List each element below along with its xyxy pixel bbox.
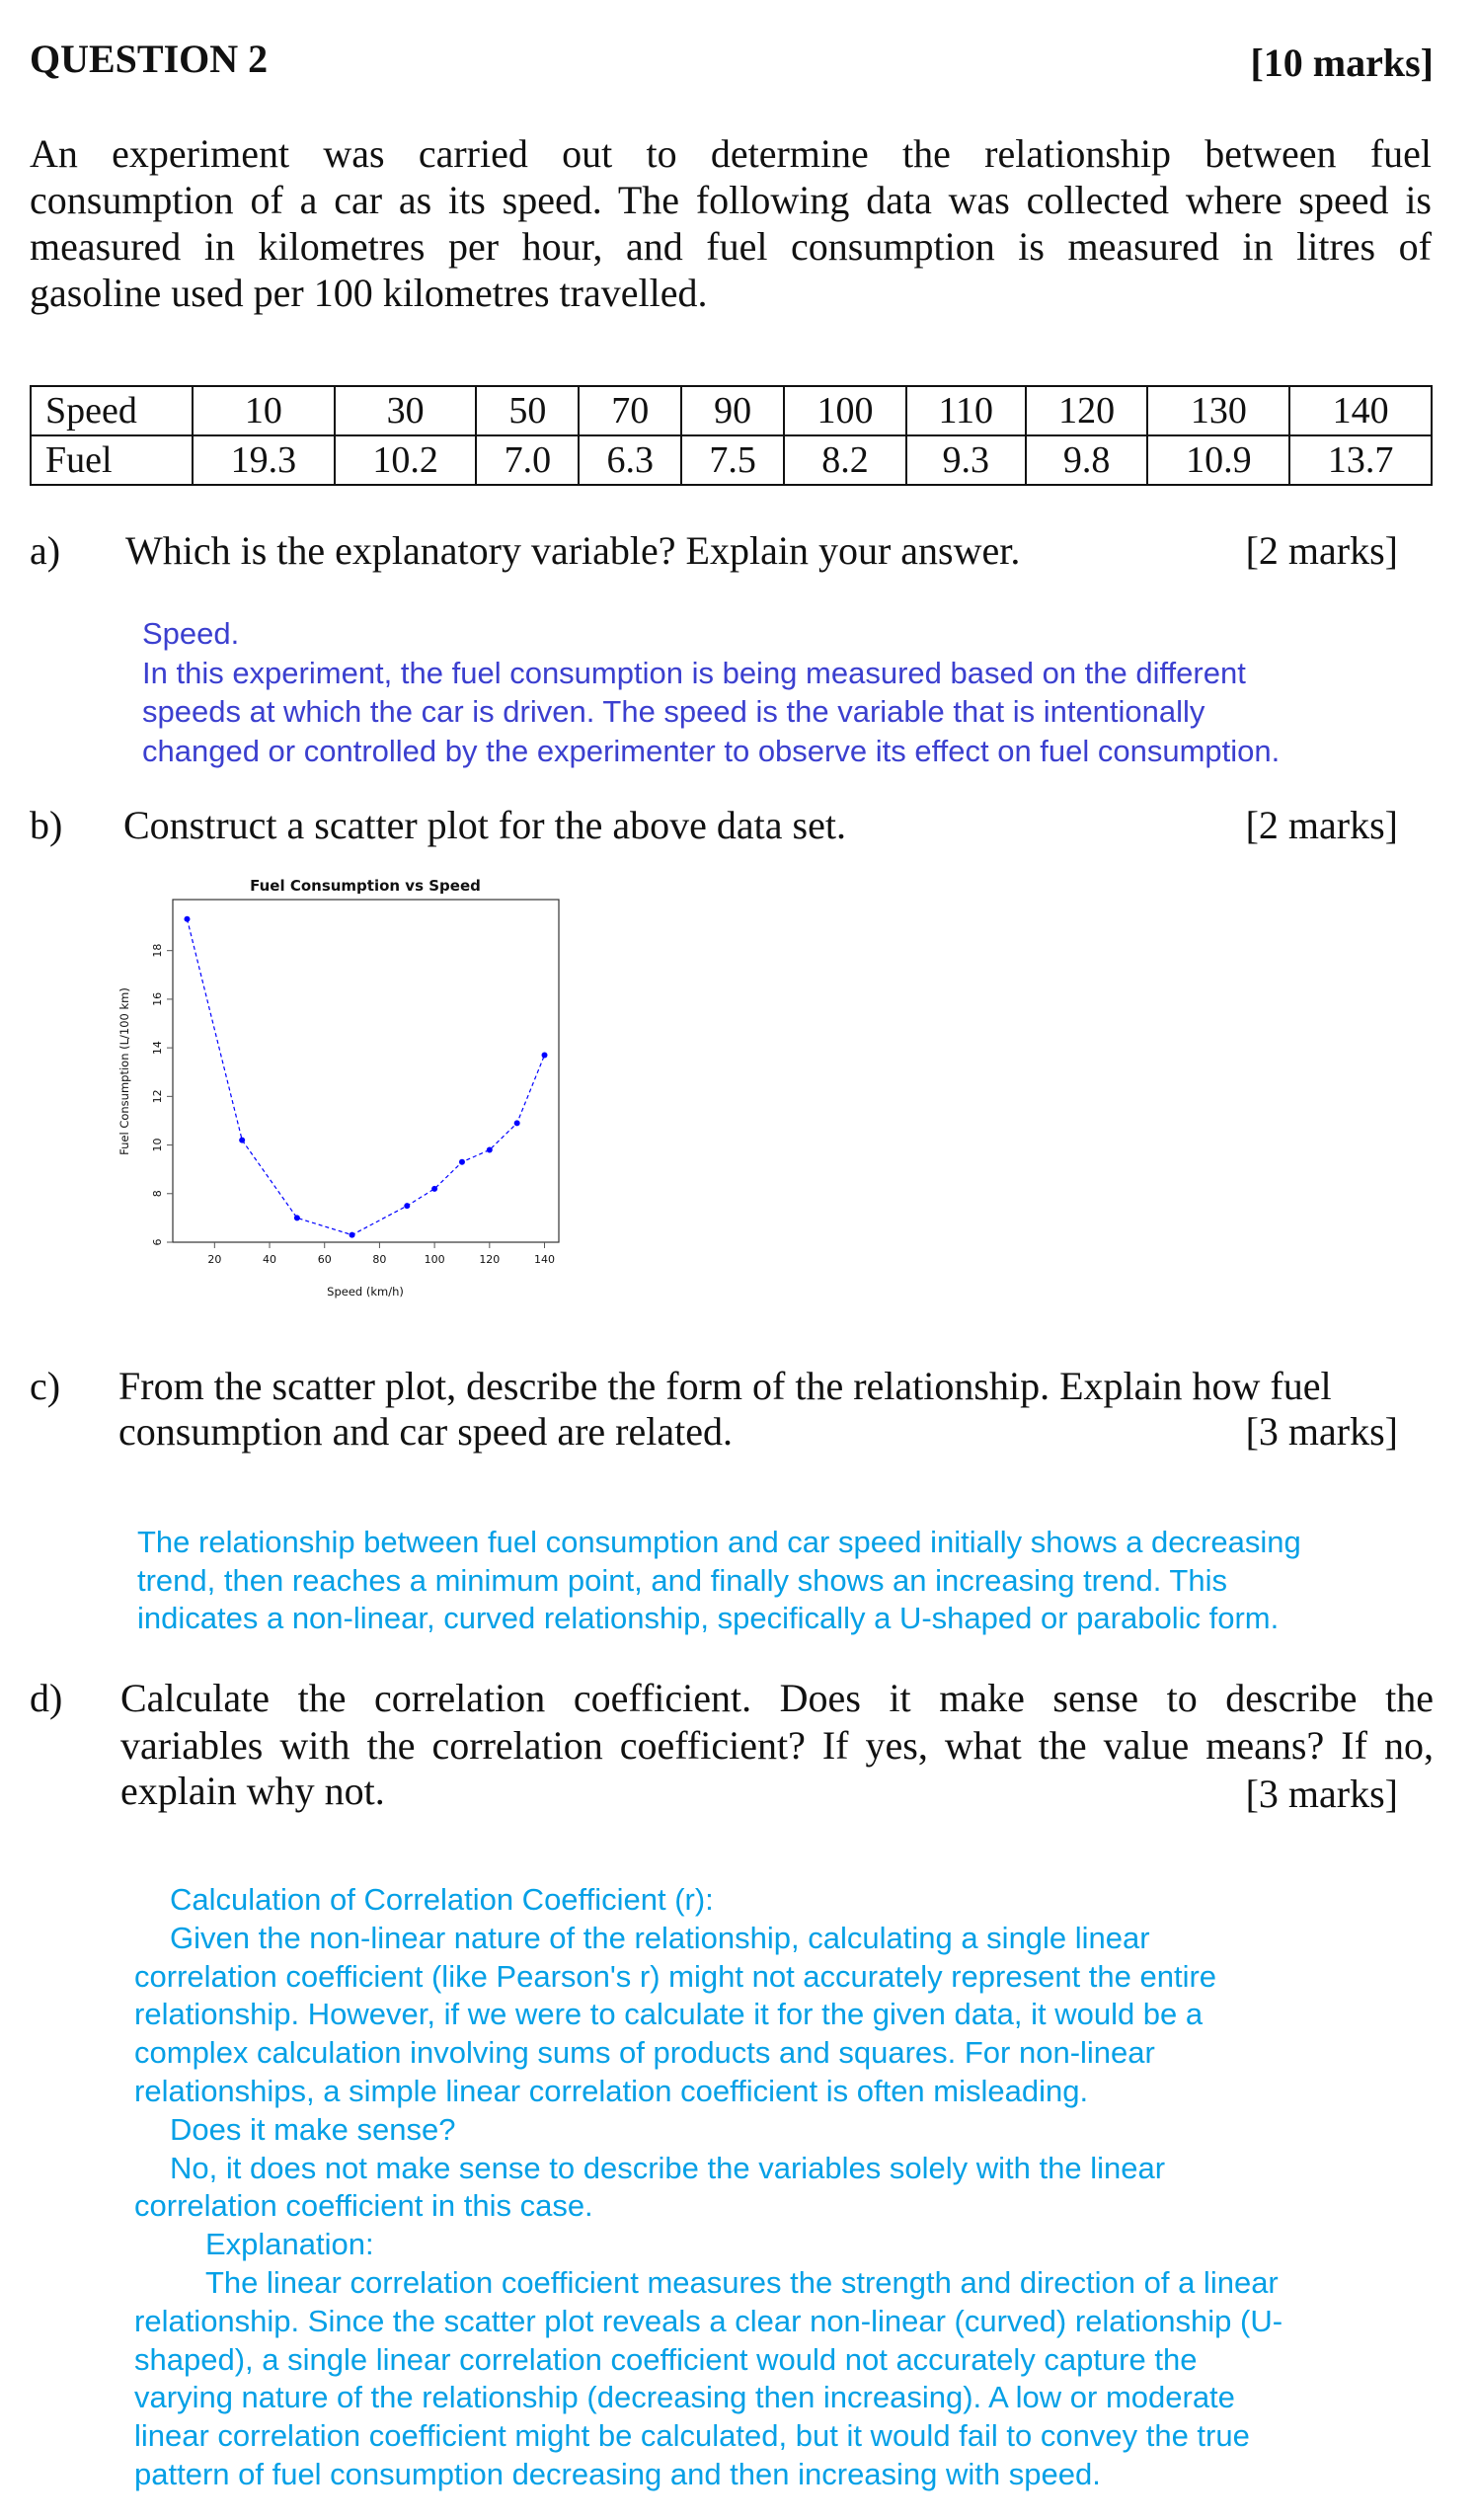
answer-line: The relationship between fuel consumption and car speed initially shows a decreasing — [137, 1525, 1301, 1559]
table-cell: 19.3 — [193, 435, 335, 485]
table-cell: 10.2 — [335, 435, 477, 485]
data-point — [514, 1120, 520, 1126]
data-point — [294, 1215, 300, 1221]
table-cell: 110 — [906, 386, 1026, 435]
answer-line: indicates a non-linear, curved relationship, specifically a U-shaped or parabolic form. — [137, 1601, 1280, 1635]
data-table — [30, 385, 1433, 486]
y-tick-label: 6 — [151, 1238, 164, 1246]
y-tick-label: 14 — [151, 1041, 164, 1056]
answer-line: complex calculation involving sums of products and squares. For non-linear — [134, 2035, 1155, 2071]
scatter-plot — [99, 859, 592, 1333]
part-a-label: a) — [30, 528, 61, 573]
answer-line: relationships, a simple linear correlation coefficient is often misleading. — [134, 2073, 1089, 2108]
part-c-marks: [3 marks] — [1245, 1409, 1398, 1454]
data-point — [404, 1203, 410, 1209]
y-tick-label: 8 — [151, 1190, 164, 1198]
data-points — [184, 916, 547, 1238]
part-b-label: b) — [30, 803, 63, 847]
table-cell: 90 — [681, 386, 784, 435]
answer-line: Speed. — [142, 616, 240, 651]
data-point — [542, 1053, 548, 1059]
data-point — [487, 1146, 493, 1152]
intro-line: consumption of a car as its speed. The following data was collected where speed is — [30, 178, 1432, 222]
x-tick-label: 140 — [534, 1253, 556, 1266]
table-cell: 120 — [1026, 386, 1148, 435]
part-b-question: Construct a scatter plot for the above data set. — [123, 803, 846, 847]
part-d-question-line: Calculate the correlation coefficient. Does it make sense to describe the — [120, 1676, 1434, 1720]
intro-line: measured in kilometres per hour, and fuel consumption is measured in litres of — [30, 224, 1432, 269]
answer-line: In this experiment, the fuel consumption is being measured based on the different — [142, 655, 1246, 690]
table-cell: 7.0 — [476, 435, 579, 485]
data-point — [184, 916, 190, 922]
question-title: QUESTION 2 — [30, 37, 269, 81]
data-point — [239, 1138, 245, 1143]
table-cell: 70 — [579, 386, 681, 435]
answer-line: speeds at which the car is driven. The speed is the variable that is intentionally — [142, 694, 1205, 729]
part-d-question-line: explain why not. — [120, 1769, 385, 1813]
answer-line: varying nature of the relationship (decreasing then increasing). A low or moderate — [134, 2380, 1235, 2415]
series-connector-line — [188, 919, 545, 1235]
x-axis — [207, 1242, 555, 1266]
answer-line: correlation coefficient in this case. — [134, 2188, 593, 2224]
x-tick-label: 120 — [479, 1253, 501, 1266]
data-point — [350, 1232, 355, 1238]
data-point — [431, 1186, 437, 1192]
answer-line: Calculation of Correlation Coefficient (r): — [170, 1882, 714, 1917]
table-cell: 6.3 — [579, 435, 681, 485]
table-cell: 8.2 — [784, 435, 906, 485]
table-cell: 10 — [193, 386, 335, 435]
table-cell: 130 — [1147, 386, 1289, 435]
table-cell: 9.8 — [1026, 435, 1148, 485]
answer-line: relationship. Since the scatter plot reveals a clear non-linear (curved) relationship (U- — [134, 2303, 1283, 2338]
part-c-answer — [137, 1524, 1301, 1638]
y-tick-label: 16 — [151, 991, 164, 1006]
answer-line: linear correlation coefficient might be calculated, but it would fail to convey the true — [134, 2418, 1250, 2454]
table-row-speed — [31, 386, 1432, 435]
part-d-label: d) — [30, 1676, 63, 1720]
table-cell: 140 — [1289, 386, 1432, 435]
y-tick-label: 10 — [151, 1138, 164, 1152]
row-header: Speed — [31, 386, 193, 435]
x-tick-label: 20 — [207, 1253, 222, 1266]
table-cell: 9.3 — [906, 435, 1026, 485]
answer-line: correlation coefficient (like Pearson's r) might not accurately represent the entire — [134, 1958, 1217, 1994]
table-cell: 50 — [476, 386, 579, 435]
answer-line: shaped), a single linear correlation coefficient would not accurately capture the — [134, 2341, 1198, 2377]
table-row-fuel — [31, 435, 1432, 485]
y-tick-label: 18 — [151, 943, 164, 958]
answer-line: Does it make sense? — [170, 2111, 456, 2147]
question-marks: [10 marks] — [1250, 40, 1434, 85]
x-tick-label: 80 — [372, 1253, 387, 1266]
answer-line: trend, then reaches a minimum point, and finally shows an increasing trend. This — [137, 1562, 1227, 1598]
x-axis-label: Speed (km/h) — [327, 1285, 404, 1299]
answer-line: No, it does not make sense to describe the variables solely with the linear — [170, 2150, 1166, 2185]
x-tick-label: 100 — [424, 1253, 445, 1266]
part-c-question-line: consumption and car speed are related. — [118, 1409, 733, 1454]
y-tick-label: 12 — [151, 1089, 164, 1104]
part-b-marks: [2 marks] — [1245, 803, 1398, 847]
question-intro — [30, 130, 1432, 316]
part-c-question-line: From the scatter plot, describe the form of the relationship. Explain how fuel — [118, 1364, 1332, 1408]
table-cell: 30 — [335, 386, 477, 435]
part-a-answer — [142, 614, 1280, 770]
plot-frame — [173, 900, 559, 1242]
table-cell: 10.9 — [1147, 435, 1289, 485]
x-tick-label: 60 — [317, 1253, 332, 1266]
answer-line: Explanation: — [205, 2227, 374, 2262]
answer-line: The linear correlation coefficient measures the strength and direction of a linear — [205, 2264, 1279, 2300]
answer-line: relationship. However, if we were to calculate it for the given data, it would be a — [134, 1997, 1204, 2032]
part-a-question: Which is the explanatory variable? Explain your answer. — [125, 528, 1021, 573]
table-cell: 13.7 — [1289, 435, 1432, 485]
answer-line: changed or controlled by the experimenter to observe its effect on fuel consumption. — [142, 733, 1281, 768]
row-header: Fuel — [31, 435, 193, 485]
part-c-label: c) — [30, 1364, 61, 1408]
part-d-marks: [3 marks] — [1245, 1772, 1398, 1816]
chart-title: Fuel Consumption vs Speed — [250, 877, 481, 895]
y-axis — [151, 944, 173, 1246]
table-cell: 7.5 — [681, 435, 784, 485]
intro-line: gasoline used per 100 kilometres travelled. — [30, 271, 708, 315]
answer-line: pattern of fuel consumption decreasing and then increasing with speed. — [134, 2456, 1101, 2491]
intro-line: An experiment was carried out to determine the relationship between fuel — [30, 131, 1432, 176]
answer-line: Given the non-linear nature of the relationship, calculating a single linear — [170, 1920, 1150, 1955]
data-point — [459, 1159, 465, 1165]
part-d-answer — [134, 1881, 1283, 2494]
part-a-marks: [2 marks] — [1245, 528, 1398, 573]
table-cell: 100 — [784, 386, 906, 435]
part-d-question-line: variables with the correlation coefficient? If yes, what the value means? If no, — [120, 1723, 1434, 1768]
y-axis-label: Fuel Consumption (L/100 km) — [117, 987, 131, 1155]
x-tick-label: 40 — [263, 1253, 277, 1266]
